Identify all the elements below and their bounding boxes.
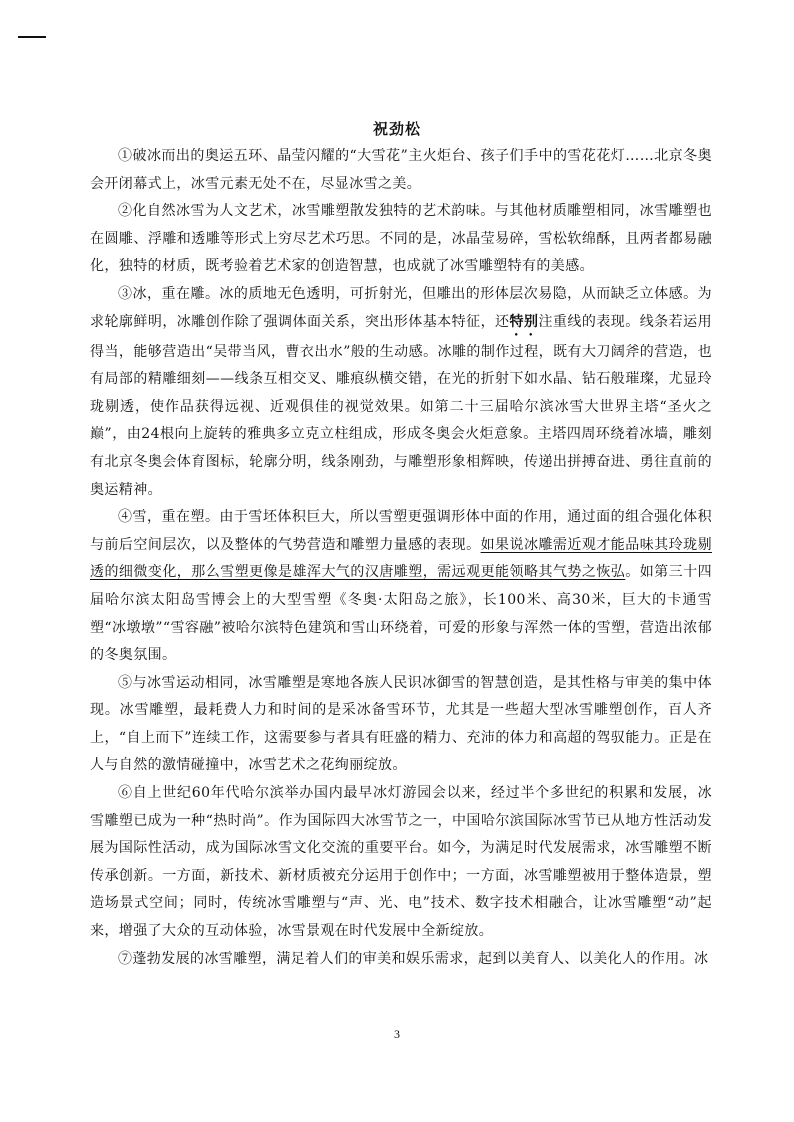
paragraph-7: ⑦蓬勃发展的冰雪雕塑，满足着人们的审美和娱乐需求，起到以美育人、以美化人的作用。冰: [118, 950, 709, 967]
emphasized-word: 特别: [509, 313, 539, 330]
paragraph-6: ⑥自上世纪60年代哈尔滨举办国内最早冰灯游园会以来，经过半个多世纪的积累和发展，冰雪雕塑已成为一种“热时尚”。作为国际四大冰雪节之一，中国哈尔滨国际冰雪节已从地方性活动发展为国际性活动，成为国际冰雪文化交流的重要平台。如今，为满足时代发展需求，冰雪雕塑不断传承创新。一方面，新技术、新材质被充分运用于创作中；一方面，冰雪雕塑被用于整体造景，塑造场景式空间；同时，传统冰雪雕塑与“声、光、电”技术、数字技术相融合，让冰雪雕塑“动”起来，增强了大众的互动体验，冰雪景观在时代发展中全新绽放。: [90, 785, 712, 940]
page-number: 3: [394, 1027, 400, 1041]
paragraph-5: ⑤与冰雪运动相同，冰雪雕塑是寒地各族人民识冰御雪的智慧创造，是其性格与审美的集中体现。冰雪雕塑，最耗费人力和时间的是采冰备雪环节，尤其是一些超大型冰雪雕塑创作，百人齐上，“自上而下”连续工作，这需要参与者具有旺盛的精力、充沛的体力和高超的驾驭能力。正是在人与自然的激情碰撞中，冰雪艺术之花绚丽绽放。: [90, 674, 712, 774]
paragraph-3: [90, 281, 712, 504]
underlined-sentence: 如果说冰雕需近观才能品味其玲珑剔透的细微变化，那么雪塑更像是雄浑大气的汉唐雕塑，需远观更能领略其气势之恢弘: [90, 536, 712, 581]
paragraph-4: [90, 504, 712, 670]
paragraph-2: ②化自然冰雪为人文艺术，冰雪雕塑散发独特的艺术韵味。与其他材质雕塑相同，冰雪雕塑也在圆雕、浮雕和透雕等形式上穷尽艺术巧思。不同的是，冰晶莹易碎，雪松软绵酥，且两者都易融化，独特的材质，既考验着艺术家的创造智慧，也成就了冰雪雕塑特有的美感。: [90, 203, 712, 275]
paragraph-3-text-a: ③冰，重在雕。冰的质地无色透明，可折射光，但雕出的形体层次易隐，从而缺乏立体感。为求轮廓鲜明，冰雕创作除了强调体面关系，突出形体基本特征，还: [90, 285, 712, 330]
paragraph-1: ①破冰而出的奥运五环、晶莹闪耀的“大雪花”主火炬台、孩子们手中的雪花花灯……北京冬奥会开闭幕式上，冰雪元素无处不在，尽显冰雪之美。: [90, 148, 712, 192]
header-rule: [18, 36, 46, 38]
paragraph-3-text-b: 注重线的表现。线条若运用得当，能够营造出“吴带当风，曹衣出水”般的生动感。冰雕的制作过程，既有大刀阔斧的营造，也有局部的精雕细刻——线条互相交叉、雕痕纵横交错，在光的折射下如水晶、钻石般璀璨，尤显玲珑剔透，使作品获得远视、近观俱佳的视觉效果。如第二十三届哈尔滨冰雪大世界主塔“圣火之巅”，由24根向上旋转的雅典多立克立柱组成，形成冬奥会火炬意象。主塔四周环绕着冰墙，雕刻有北京冬奥会体育图标，轮廓分明，线条刚劲，与雕塑形象相辉映，传递出拼搏奋进、勇往直前的奥运精神。: [90, 313, 712, 498]
author-name: 祝劲松: [372, 120, 421, 138]
paragraph-4-text-a: ④雪，重在塑。由于雪坯体积巨大，所以雪塑更强调形体中面的作用，通过面的组合强化体积与前后空间层次，以及整体的气势营造和雕塑力量感的表现。: [90, 509, 712, 553]
paragraph-4-text-b: 。如第三十四届哈尔滨太阳岛雪博会上的大型雪塑《冬奥·太阳岛之旅》，长100米、高30米，巨大的卡通雪塑“冰墩墩”“雪容融”被哈尔滨特色建筑和雪山环绕着，可爱的形象与浑然一体的雪塑，营造出浓郁的冬奥氛围。: [90, 564, 712, 664]
article-body: [90, 143, 712, 973]
